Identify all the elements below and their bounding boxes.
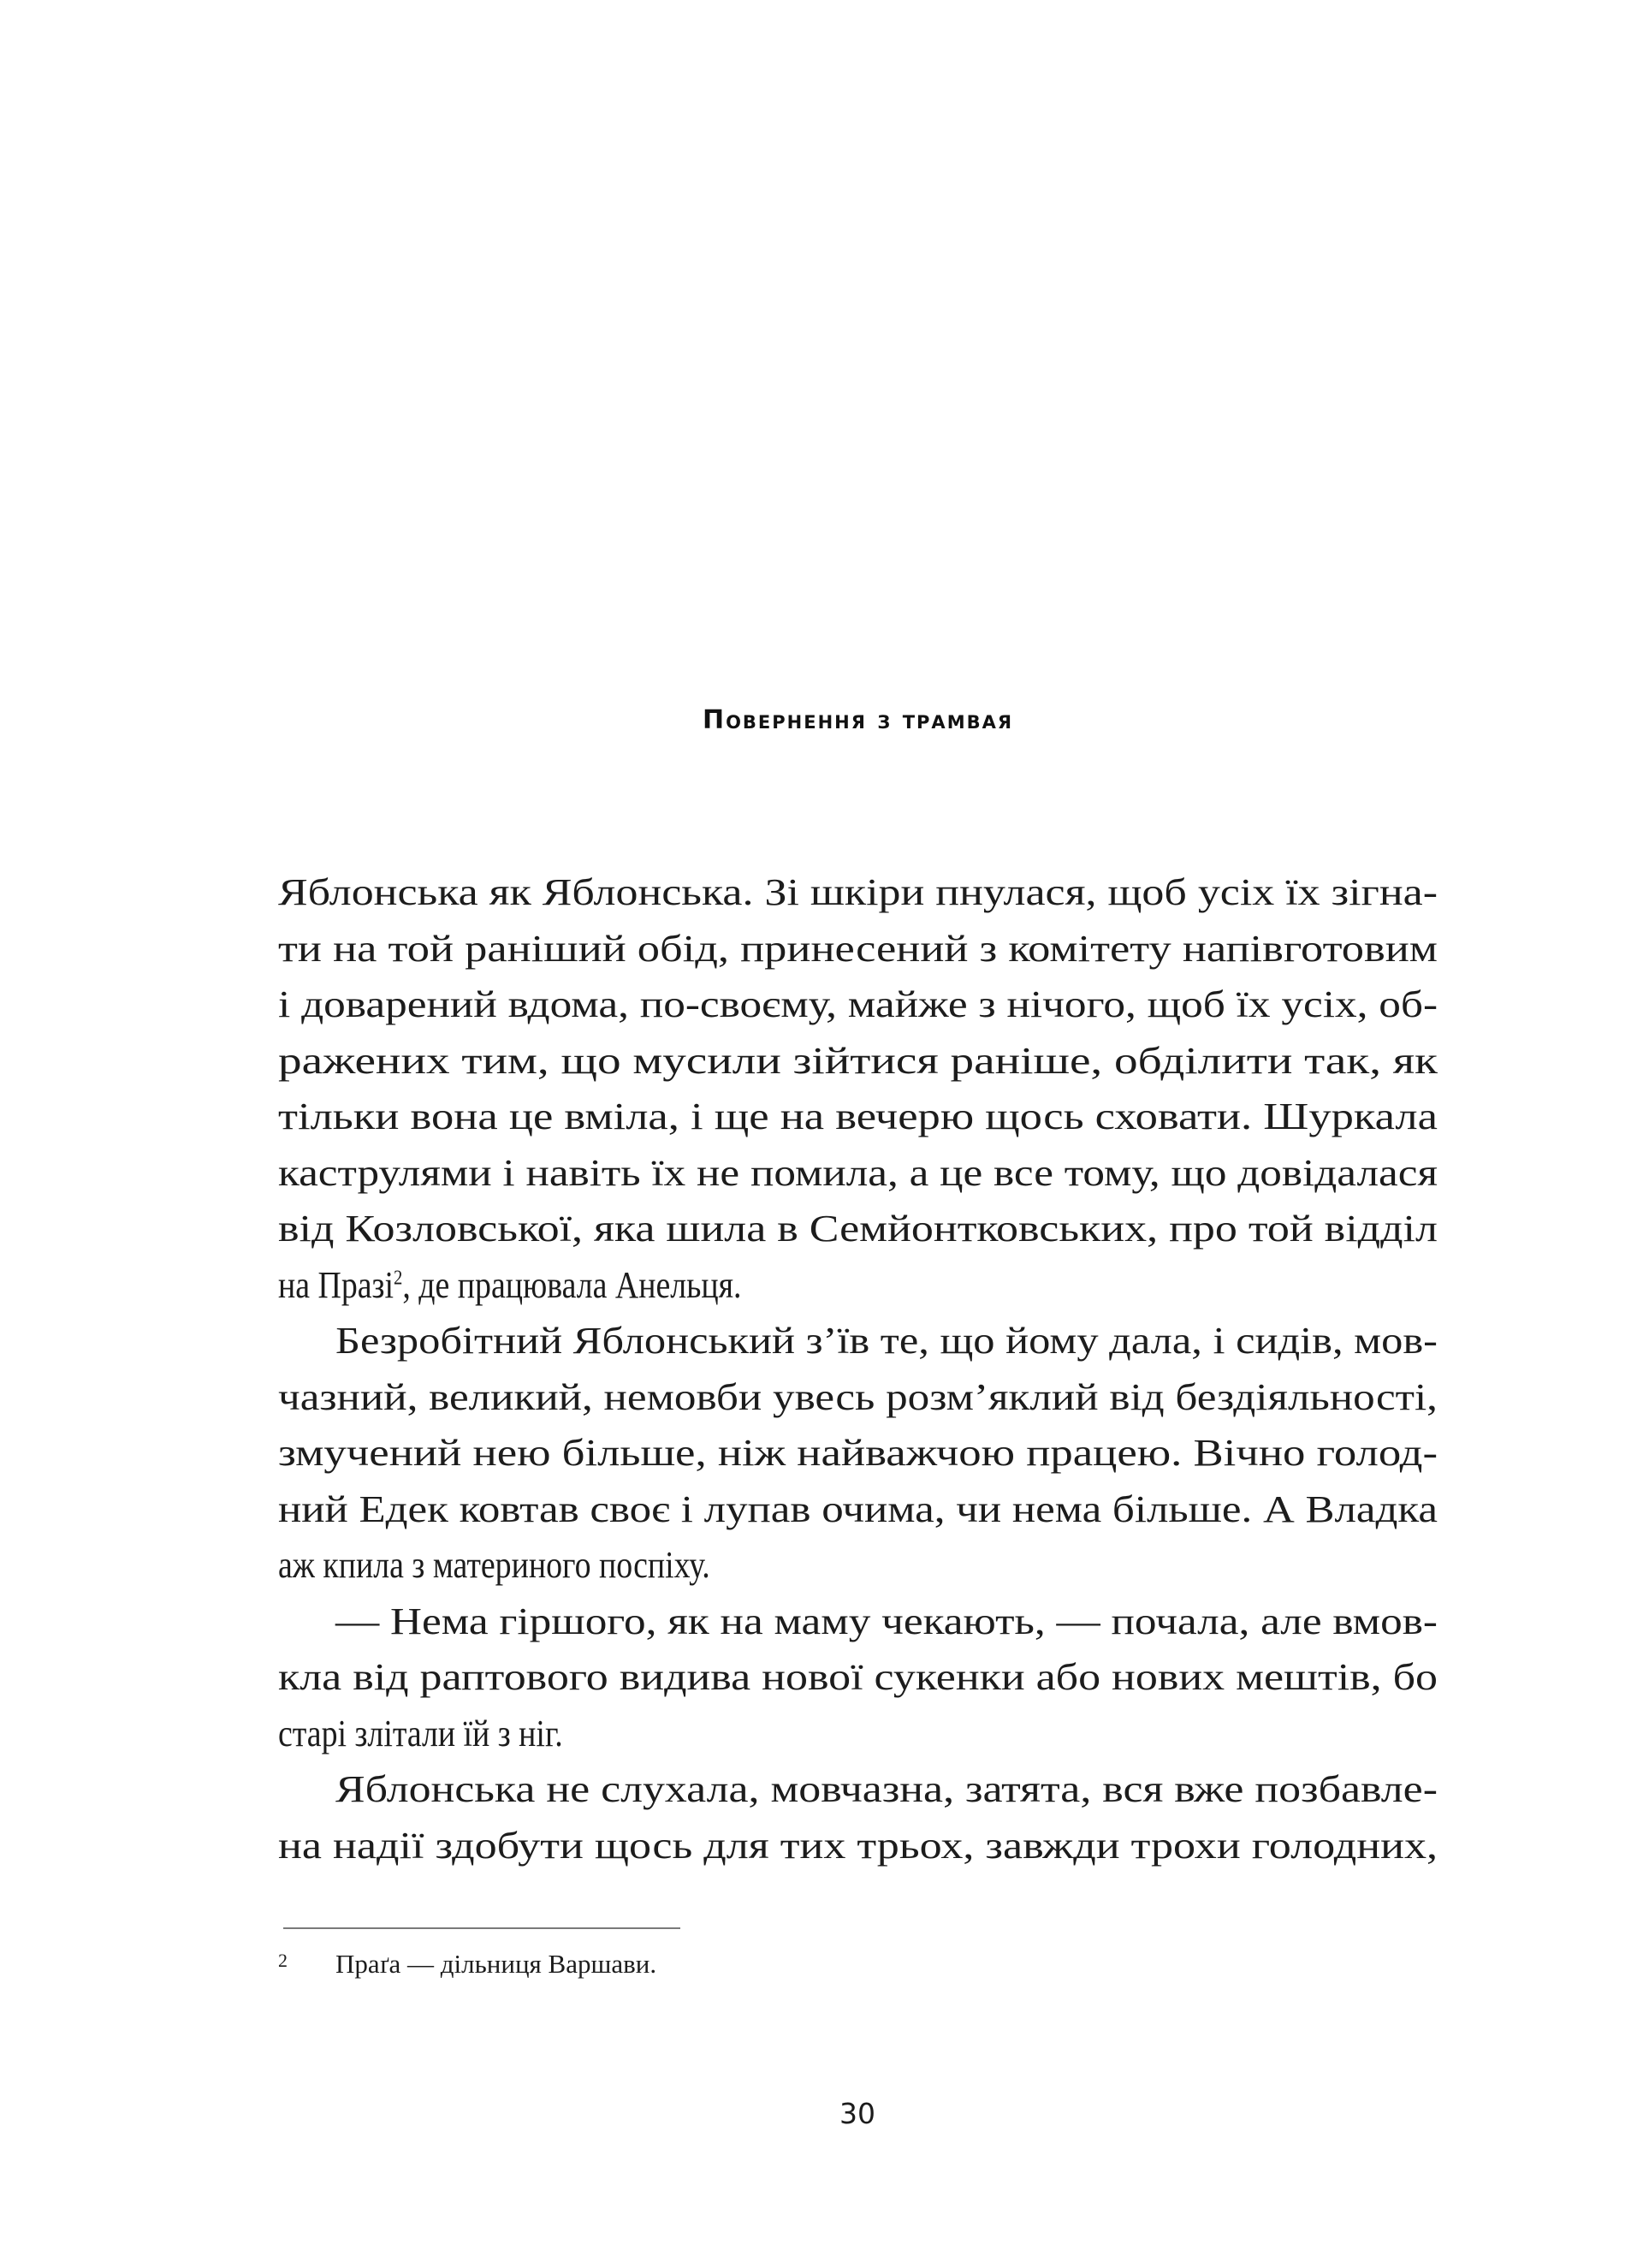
- text-line: Яблонська не слухала, мовчазна, затята, вся вже позбавле-: [335, 1768, 1438, 1810]
- text-line: ний Едек ковтав своє і лупав очима, чи нема більше. А Владка: [278, 1487, 1438, 1530]
- text-line: [278, 1257, 1438, 1314]
- text-line: ти на той раніший обід, принесений з комітету напівготовим: [278, 927, 1438, 970]
- text-line: на надії здобути щось для тих трьох, завжди трохи голодних,: [278, 1824, 1438, 1867]
- chapter-title: Повернення з трамвая: [702, 705, 1014, 735]
- body-text: [278, 864, 1438, 1873]
- text-line: від Козловської, яка шила в Семйонтковських, про той відділ: [278, 1208, 1438, 1250]
- text-line: каструлями і навіть їх не помила, а це все тому, що довідалася: [278, 1151, 1438, 1194]
- text-fragment: , де працювала Анельця.: [402, 1263, 742, 1306]
- text-line: кла від раптового видива нової сукенки або нових мештів, бо: [278, 1656, 1438, 1698]
- footnote-divider: [283, 1927, 680, 1929]
- text-line: аж кпила з материного поспіху.: [278, 1544, 710, 1586]
- text-line: чазний, великий, немовби увесь розм’яклий від бездіяльності,: [278, 1375, 1438, 1418]
- text-line: змучений нею більше, ніж найважчою працею. Вічно голод-: [278, 1432, 1438, 1474]
- text-line: і доварений вдома, по-своєму, майже з нічого, щоб їх усіх, об-: [278, 983, 1438, 1025]
- text-line: старі злітали їй з ніг.: [278, 1712, 563, 1754]
- page-number: 30: [839, 2097, 875, 2130]
- footnote-reference[interactable]: 2: [394, 1266, 403, 1289]
- footnote-number: 2: [278, 1950, 288, 1971]
- text-fragment: на Празі: [278, 1263, 394, 1306]
- text-line: — Нема гіршого, як на маму чекають, — почала, але вмов-: [335, 1600, 1438, 1642]
- footnote-text: Праґа — дільниця Варшави.: [335, 1949, 657, 1979]
- text-line: тільки вона це вміла, і ще на вечерю щось сховати. Шуркала: [278, 1095, 1438, 1137]
- text-line: Безробітний Яблонський з’їв те, що йому дала, і сидів, мов-: [335, 1320, 1438, 1362]
- text-line: Яблонська як Яблонська. Зі шкіри пнулася, щоб усіх їх зігна-: [278, 871, 1438, 913]
- text-line: ражених тим, що мусили зійтися раніше, обділити так, як: [278, 1039, 1438, 1082]
